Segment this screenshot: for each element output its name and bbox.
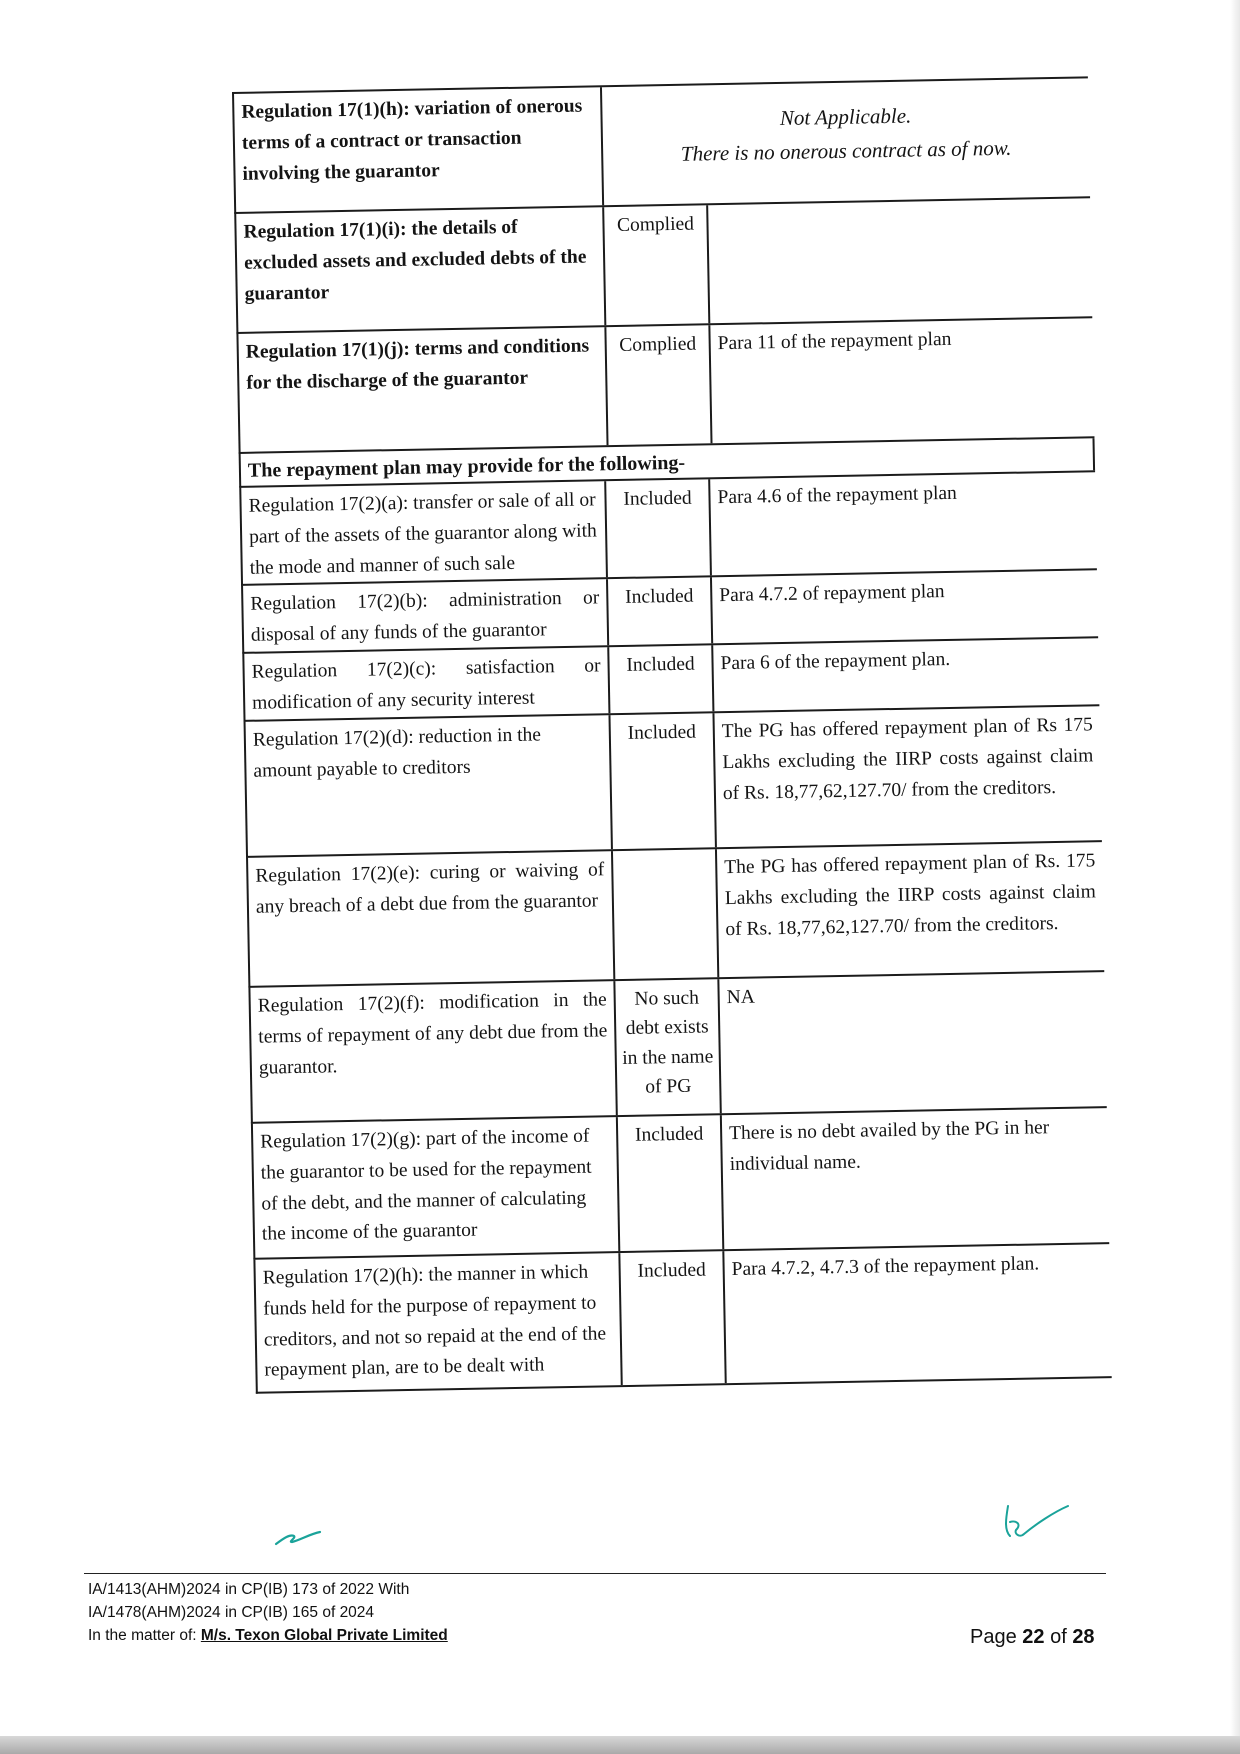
remarks-cell: Para 6 of the repayment plan. — [720, 648, 951, 675]
matter-line — [88, 1624, 448, 1647]
regulation-cell: Regulation 17(2)(g): part of the income of the guarantor to be used for the repayment of the debt, and the manner of calculating the income of the guarantor — [253, 1117, 620, 1258]
status-cell: Included — [609, 645, 714, 713]
regulation-cell: Regulation 17(2)(c): satisfaction or modification of any security interest — [244, 647, 610, 720]
status-cell: No such debt exists in the name of PG — [615, 979, 721, 1115]
table-row — [232, 76, 1090, 214]
remarks-cell: The PG has offered repayment plan of Rs. 175 Lakhs excluding the IIRP costs against claim of Rs. 18,77,62,127.70/ from the creditors. — [724, 850, 1096, 940]
not-applicable-text: There is no onerous contract as of now. — [680, 135, 1012, 166]
remarks-cell — [708, 198, 1092, 323]
table-row — [239, 472, 1097, 586]
remarks-cell: There is no debt availed by the PG in her individual name. — [728, 1117, 1050, 1175]
remarks-cell: The PG has offered repayment plan of Rs 175 Lakhs excluding the IIRP costs against claim of Rs. 18,77,62,127.70/ from the creditors. — [721, 714, 1094, 804]
case-line-2: IA/1478(AHM)2024 in CP(IB) 165 of 2024 — [88, 1604, 375, 1621]
status-cell: Included — [620, 1251, 726, 1385]
not-applicable-title: Not Applicable. — [779, 103, 912, 130]
remarks-cell: Para 4.7.2 of repayment plan — [719, 581, 945, 607]
case-line-1: IA/1413(AHM)2024 in CP(IB) 173 of 2022 With — [88, 1581, 410, 1598]
status-cell — [613, 849, 719, 979]
regulation-cell: Regulation 17(2)(b): administration or disposal of any funds of the guarantor — [243, 579, 609, 652]
regulation-cell: Regulation 17(1)(i): the details of excluded assets and excluded debts of the guarantor — [236, 207, 606, 332]
page-number — [970, 1626, 1095, 1649]
table-row — [251, 1108, 1109, 1260]
status-cell: Included — [608, 577, 713, 645]
page-total: 28 — [1072, 1626, 1095, 1648]
scanner-edge — [0, 1736, 1240, 1754]
regulation-cell: Regulation 17(1)(h): variation of onerous terms of a contract or transaction involving the guarantor — [234, 87, 604, 212]
section-heading: The repayment plan may provide for the following- — [241, 438, 1095, 486]
footer-divider — [84, 1573, 1106, 1574]
matter-name: M/s. Texon Global Private Limited — [200, 1627, 448, 1644]
remarks-cell: Para 4.6 of the repayment plan — [717, 482, 958, 509]
status-cell: Complied — [604, 205, 710, 325]
table-row — [253, 1244, 1111, 1394]
regulation-cell: Regulation 17(2)(f): modification in the terms of repayment of any debt due from the guarantor. — [250, 981, 617, 1122]
scan-shadow — [1230, 0, 1240, 1736]
table-row — [236, 318, 1094, 454]
matter-prefix: In the matter of: — [88, 1627, 201, 1644]
remarks-cell: Para 11 of the repayment plan — [717, 328, 952, 355]
remarks-cell: Para 4.7.2, 4.7.3 of the repayment plan. — [731, 1253, 1040, 1281]
regulation-cell: Regulation 17(2)(h): the manner in which funds held for the purpose of repayment to creditors, and not so repaid at the end of the repayment plan, are to be dealt with — [255, 1253, 622, 1392]
page-of: of — [1044, 1626, 1073, 1648]
regulation-cell: Regulation 17(2)(d): reduction in the amount payable to creditors — [246, 715, 613, 856]
regulation-cell: Regulation 17(2)(a): transfer or sale of all or part of the assets of the guarantor along with the mode and manner of such sale — [241, 481, 608, 584]
signature-left — [272, 1522, 332, 1552]
remarks-cell: NA — [726, 986, 756, 1009]
status-cell: Included — [610, 713, 716, 849]
table-row — [244, 706, 1102, 858]
table-row — [248, 972, 1106, 1124]
not-applicable-cell — [602, 78, 1090, 205]
footer-case-details — [88, 1578, 448, 1647]
table-row — [246, 842, 1104, 988]
signature-right — [1000, 1500, 1080, 1560]
regulation-cell: Regulation 17(1)(j): terms and conditions for the discharge of the guarantor — [238, 327, 608, 452]
page-current: 22 — [1022, 1626, 1045, 1648]
status-cell: Included — [606, 479, 712, 577]
table-row — [234, 198, 1092, 334]
scanned-table — [232, 76, 1112, 1393]
regulation-cell: Regulation 17(2)(e): curing or waiving of any breach of a debt due from the guarantor — [248, 851, 615, 986]
page-word: Page — [970, 1626, 1023, 1648]
status-cell: Complied — [606, 325, 712, 445]
status-cell: Included — [618, 1115, 724, 1251]
